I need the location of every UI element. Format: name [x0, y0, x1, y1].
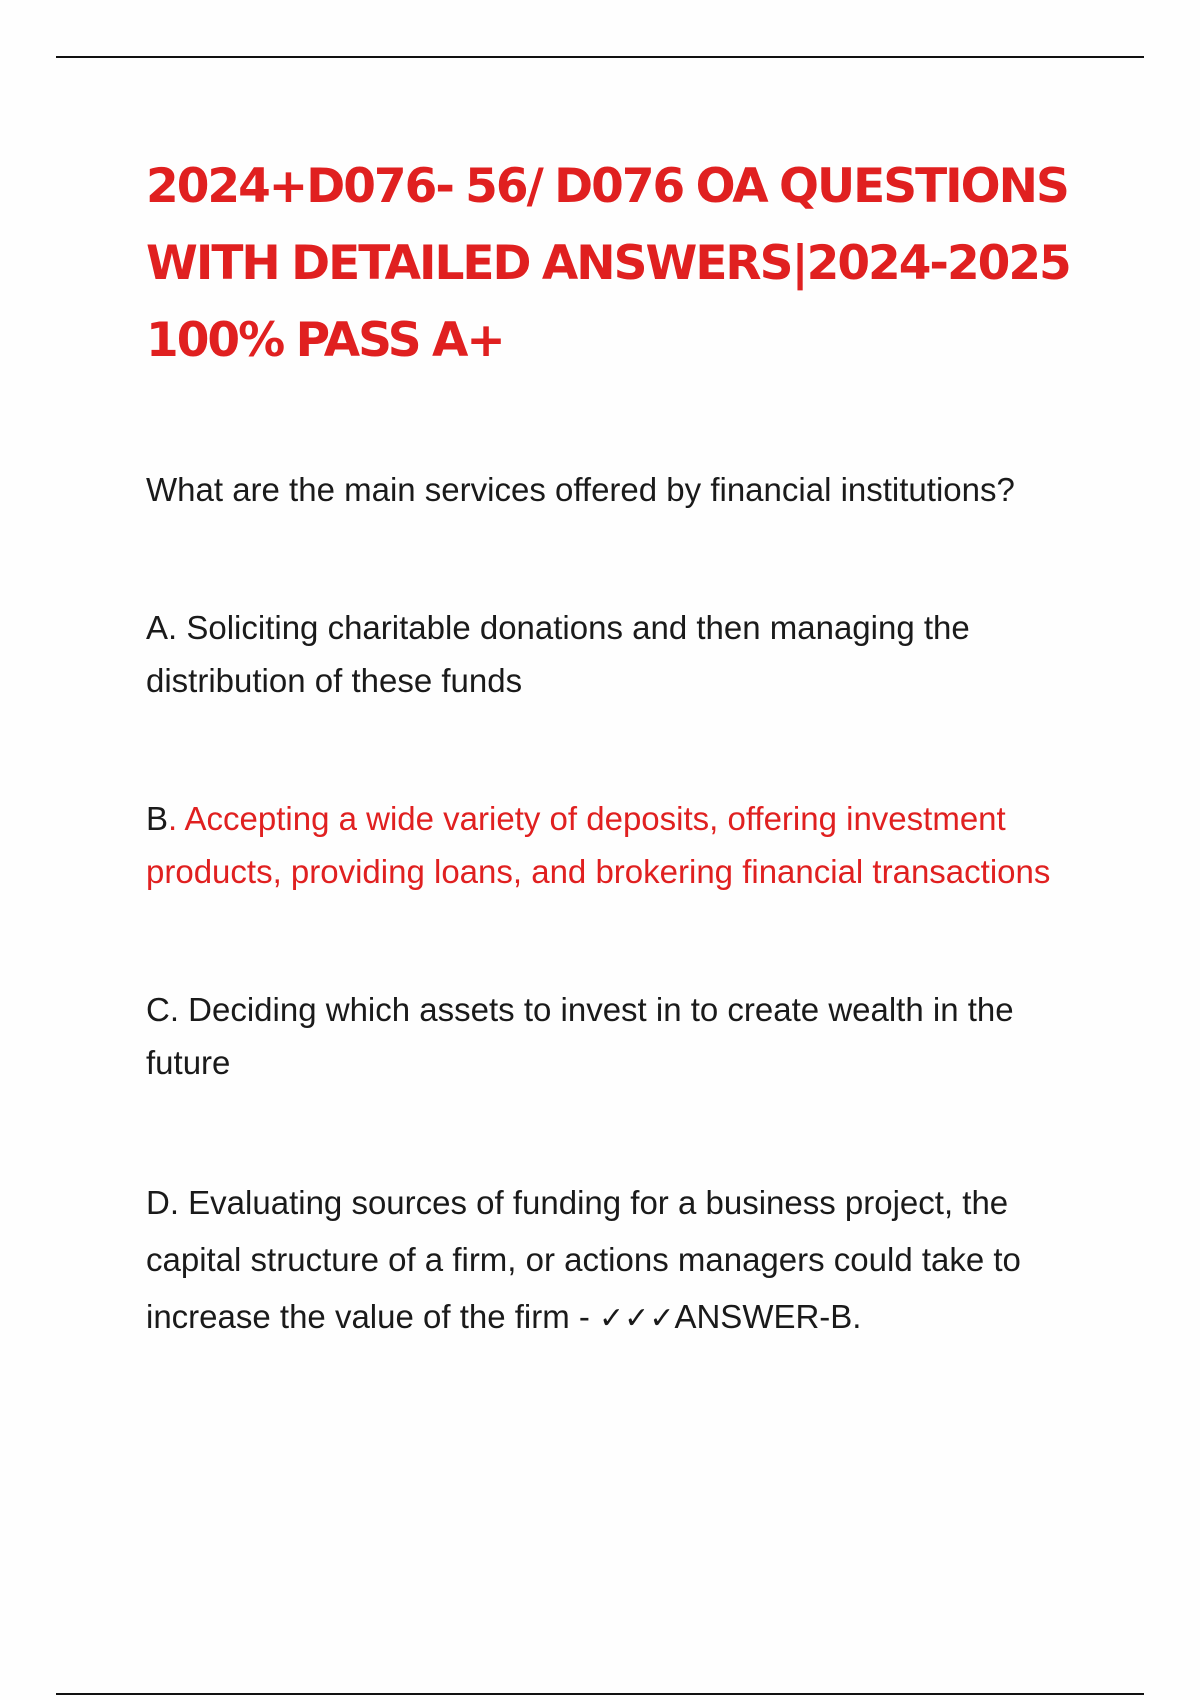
- option-d-text: D. Evaluating sources of funding for a business project, the capital structure of a firm, or actions managers could take to increase the value of the firm -: [146, 1184, 1021, 1335]
- question-text: What are the main services offered by financial institutions?: [146, 471, 1015, 508]
- answer-label: ANSWER-B.: [674, 1298, 862, 1335]
- option-c: C. Deciding which assets to invest in to create wealth in the future: [146, 991, 1014, 1081]
- option-a: A. Soliciting charitable donations and then managing the distribution of these funds: [146, 609, 970, 699]
- document-body: [146, 148, 1090, 1347]
- option-d: [146, 1174, 1090, 1347]
- top-divider: [56, 56, 1144, 58]
- option-b-letter: B: [146, 800, 169, 837]
- option-b: [146, 792, 1090, 898]
- document-title: 2024+D076- 56/ D076 OA QUESTIONS WITH DETAILED ANSWERS|2024-2025 100% PASS A+: [146, 159, 1070, 368]
- checkmark-icon: ✓✓✓: [599, 1301, 675, 1336]
- option-b-correct-text: . Accepting a wide variety of deposits, offering investment products, providing loans, and brokering financial transactions: [146, 800, 1051, 890]
- bottom-divider: [56, 1693, 1144, 1695]
